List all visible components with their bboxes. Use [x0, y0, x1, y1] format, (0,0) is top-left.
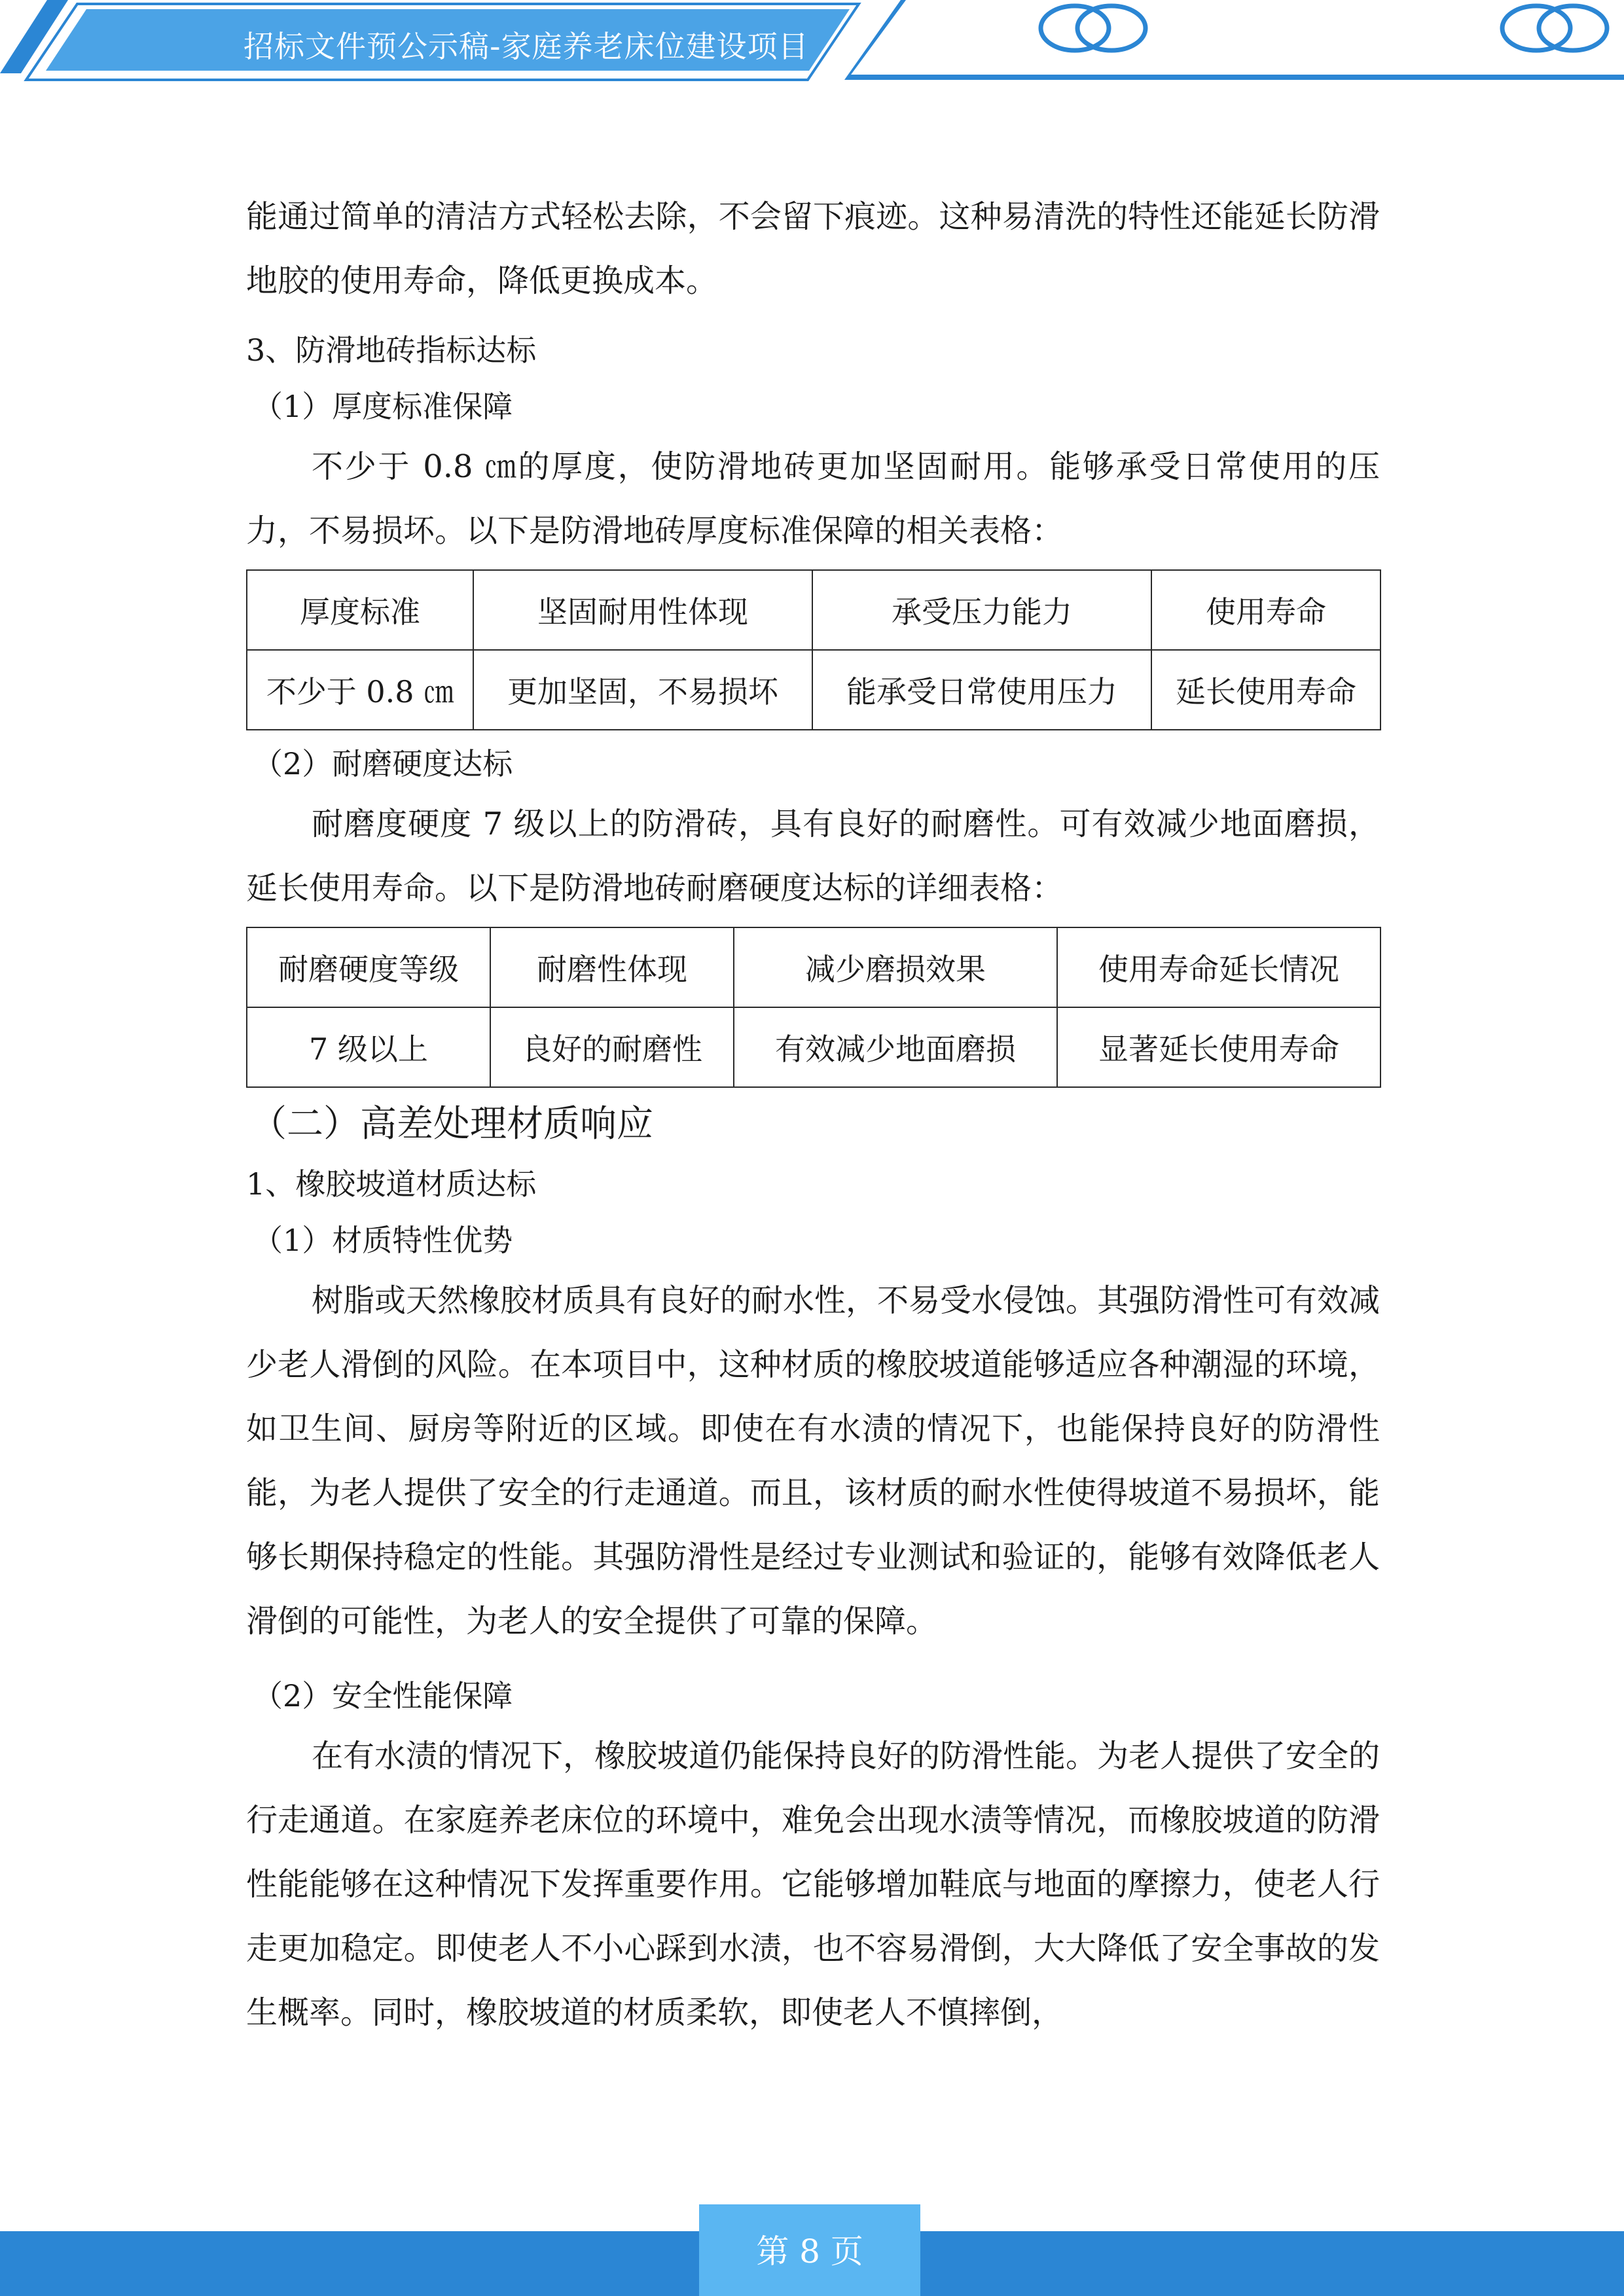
table-cell: 7 级以上	[247, 1007, 490, 1087]
paragraph-safety: 在有水渍的情况下，橡胶坡道仍能保持良好的防滑性能。为老人提供了安全的行走通道。在家庭养老床位的环境中，难免会出现水渍等情况，而橡胶坡道的防滑性能能够在这种情况下发挥重要作用。它能够增加鞋底与地面的摩擦力，使老人行走更加稳定。即使老人不小心踩到水渍，也不容易滑倒，大大降低了安全事故的发生概率。同时，橡胶坡道的材质柔软，即使老人不慎摔倒，	[246, 1738, 1380, 2031]
section-heading-2: （二）高差处理材质响应	[250, 1103, 653, 1145]
table-header-cell: 厚度标准	[247, 570, 473, 650]
subheading-thickness: （1）厚度标准保障	[253, 389, 513, 424]
document-body	[246, 185, 1380, 2045]
table-header-cell: 减少磨损效果	[734, 927, 1057, 1007]
subheading-safety: （2）安全性能保障	[253, 1678, 513, 1713]
paragraph-continued: 能通过简单的清洁方式轻松去除，不会留下痕迹。这种易清洗的特性还能延长防滑地胶的使用寿命，降低更换成本。	[246, 198, 1380, 299]
table-header-cell: 耐磨性体现	[490, 927, 734, 1007]
header-title: 招标文件预公示稿-家庭养老床位建设项目	[244, 29, 809, 64]
table-header-cell: 承受压力能力	[812, 570, 1151, 650]
table-header-cell: 使用寿命	[1151, 570, 1380, 650]
double-ring-icon	[1034, 0, 1152, 56]
table-cell: 延长使用寿命	[1151, 650, 1380, 730]
table-cell: 有效减少地面磨损	[734, 1007, 1057, 1087]
page-number: 第 8 页	[756, 2233, 863, 2270]
table-cell: 显著延长使用寿命	[1057, 1007, 1380, 1087]
table-header-cell: 耐磨硬度等级	[247, 927, 490, 1007]
section-heading-3: 3、防滑地砖指标达标	[246, 332, 537, 368]
table-row	[247, 1007, 1380, 1087]
paragraph-thickness: 不少于 0.8 ㎝的厚度，使防滑地砖更加坚固耐用。能够承受日常使用的压力，不易损坏。以下是防滑地砖厚度标准保障的相关表格：	[246, 448, 1380, 549]
subheading-wear-resistance: （2）耐磨硬度达标	[253, 746, 513, 781]
table-cell: 良好的耐磨性	[490, 1007, 734, 1087]
table-cell: 能承受日常使用压力	[812, 650, 1151, 730]
paragraph-material: 树脂或天然橡胶材质具有良好的耐水性，不易受水侵蚀。其强防滑性可有效减少老人滑倒的风险。在本项目中，这种材质的橡胶坡道能够适应各种潮湿的环境，如卫生间、厨房等附近的区域。即使在有水渍的情况下，也能保持良好的防滑性能，为老人提供了安全的行走通道。而且，该材质的耐水性使得坡道不易损坏，能够长期保持稳定的性能。其强防滑性是经过专业测试和验证的，能够有效降低老人滑倒的可能性，为老人的安全提供了可靠的保障。	[246, 1282, 1380, 1640]
subheading-material: （1）材质特性优势	[253, 1223, 513, 1258]
section-heading-1: 1、橡胶坡道材质达标	[246, 1166, 537, 1202]
page-header	[0, 0, 1624, 85]
wear-resistance-table	[246, 927, 1381, 1088]
double-ring-icon	[1496, 0, 1614, 56]
table-row	[247, 650, 1380, 730]
table-cell: 不少于 0.8 ㎝	[247, 650, 473, 730]
table-header-cell: 坚固耐用性体现	[473, 570, 812, 650]
table-header-row	[247, 570, 1380, 650]
paragraph-wear-resistance: 耐磨度硬度 7 级以上的防滑砖，具有良好的耐磨性。可有效减少地面磨损，延长使用寿命。以下是防滑地砖耐磨硬度达标的详细表格：	[246, 806, 1380, 906]
thickness-table	[246, 569, 1381, 730]
table-header-row	[247, 927, 1380, 1007]
table-cell: 更加坚固，不易损坏	[473, 650, 812, 730]
table-header-cell: 使用寿命延长情况	[1057, 927, 1380, 1007]
